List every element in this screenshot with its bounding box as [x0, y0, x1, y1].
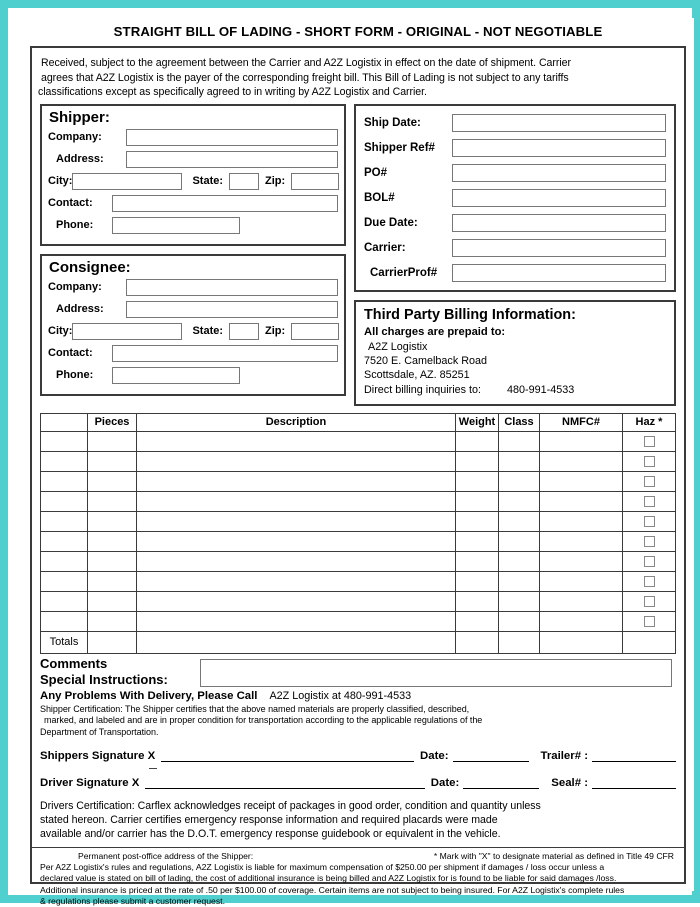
row-cell-description[interactable] [137, 531, 456, 551]
row-cell-weight[interactable] [456, 571, 499, 591]
prepaid-label: All charges are prepaid to: [364, 325, 506, 338]
drivers-cert-line-2: stated hereon. Carrier certifies emergency response information and required placards were made [40, 813, 498, 826]
row-cell-nmfc[interactable] [540, 511, 623, 531]
drivers-certification [40, 799, 676, 842]
row-cell-blank[interactable] [41, 511, 88, 531]
shipper-phone-label: Phone: [56, 219, 94, 232]
row-cell-description[interactable] [137, 591, 456, 611]
fine-print-line-1: Per A2Z Logistix's rules and regulations, A2Z Logistix is liable for maximum compensation of $250.00 per shipment if damages / loss occur unless a [40, 861, 605, 872]
delivery-problems-row [40, 690, 676, 702]
row-cell-pieces[interactable] [88, 611, 137, 631]
consignee-heading: Consignee: [49, 258, 131, 276]
intro-paragraph [38, 56, 674, 100]
consignee-zip-label: Zip: [265, 325, 286, 338]
carrier-prof-label: CarrierProf# [370, 266, 438, 279]
due-date-row [364, 212, 666, 234]
row-cell-pieces[interactable] [88, 591, 137, 611]
billing-inquiries-label: Direct billing inquiries to: [364, 383, 482, 396]
row-cell-blank[interactable] [41, 551, 88, 571]
consignee-phone-row [48, 366, 338, 385]
bol-number-input[interactable] [452, 189, 666, 207]
shipper-address-row [48, 150, 338, 169]
due-date-input[interactable] [452, 214, 666, 232]
shipper-cert-line-3: Department of Transportation. [40, 726, 159, 737]
ship-date-label: Ship Date: [364, 116, 421, 129]
shipper-state-label: State: [192, 175, 224, 188]
consignee-zip-input[interactable] [291, 323, 339, 340]
row-cell-haz[interactable] [623, 611, 676, 631]
row-cell-haz[interactable] [623, 591, 676, 611]
footer-divider [32, 847, 684, 848]
totals-weight[interactable] [456, 631, 499, 653]
consignee-contact-input[interactable] [112, 345, 338, 362]
shipper-heading: Shipper: [49, 108, 110, 126]
consignee-state-input[interactable] [229, 323, 259, 340]
consignee-box [40, 254, 346, 396]
row-cell-weight[interactable] [456, 431, 499, 451]
haz-checkbox[interactable] [644, 556, 655, 567]
carrier-row [364, 237, 666, 259]
consignee-phone-input[interactable] [112, 367, 240, 384]
shipper-date-label: Date: [420, 749, 449, 762]
row-cell-class[interactable] [499, 591, 540, 611]
row-cell-weight[interactable] [456, 591, 499, 611]
goods-table [40, 413, 676, 654]
table-row [41, 611, 676, 631]
consignee-company-row [48, 278, 338, 297]
delivery-problems-label: Any Problems With Delivery, Please Call [40, 689, 258, 702]
row-cell-weight[interactable] [456, 511, 499, 531]
col-header-weight: Weight [456, 413, 499, 431]
consignee-company-label: Company: [48, 281, 102, 294]
shipper-company-row [48, 128, 338, 147]
bol-number-row [364, 187, 666, 209]
row-cell-weight[interactable] [456, 491, 499, 511]
row-cell-pieces[interactable] [88, 571, 137, 591]
table-row [41, 551, 676, 571]
page-title: STRAIGHT BILL OF LADING - SHORT FORM - ORIGINAL - NOT NEGOTIABLE [113, 24, 603, 39]
row-cell-weight[interactable] [456, 471, 499, 491]
third-party-heading: Third Party Billing Information: [364, 306, 576, 323]
table-row [41, 471, 676, 491]
shipper-box [40, 104, 346, 246]
row-cell-class[interactable] [499, 611, 540, 631]
row-cell-description[interactable] [137, 491, 456, 511]
row-cell-pieces[interactable] [88, 551, 137, 571]
driver-signature-label: Driver Signature X [40, 776, 140, 789]
shipper-zip-label: Zip: [265, 175, 286, 188]
consignee-address-row [48, 300, 338, 319]
row-cell-blank[interactable] [41, 491, 88, 511]
ship-date-input[interactable] [452, 114, 666, 132]
consignee-city-input[interactable] [72, 323, 182, 340]
row-cell-pieces[interactable] [88, 451, 137, 471]
haz-mark-note: * Mark with "X" to designate material as defined in Title 49 CFR [433, 850, 674, 861]
row-cell-description[interactable] [137, 471, 456, 491]
fine-print-line-3: Additional insurance is priced at the rate of .50 per $100.00 of coverage. Certain items are not subject to being insured. For A2Z Logistix's complete rules [40, 884, 625, 895]
po-number-input[interactable] [452, 164, 666, 182]
row-cell-haz[interactable] [623, 431, 676, 451]
haz-checkbox[interactable] [644, 596, 655, 607]
due-date-label: Due Date: [364, 216, 418, 229]
comments-label-line-2: Special Instructions: [40, 671, 168, 687]
fine-print-line-2: declared value is stated on bill of lading, the cost of additional insurance is being billed and A2Z Logistix for is found to be liable for said damages /loss. [40, 873, 617, 884]
row-cell-nmfc[interactable] [540, 451, 623, 471]
row-cell-weight[interactable] [456, 611, 499, 631]
totals-row [41, 631, 676, 653]
fine-print-line-4: & regulations please submit a customer request. [40, 896, 225, 906]
shipper-ref-label: Shipper Ref# [364, 141, 435, 154]
row-cell-blank[interactable] [41, 531, 88, 551]
shipper-contact-row [48, 194, 338, 213]
billing-street: 7520 E. Camelback Road [364, 354, 488, 367]
haz-checkbox[interactable] [644, 476, 655, 487]
shipper-address-input[interactable] [126, 151, 338, 168]
totals-haz [623, 631, 676, 653]
table-row [41, 591, 676, 611]
shipper-ref-input[interactable] [452, 139, 666, 157]
row-cell-pieces[interactable] [88, 511, 137, 531]
trailer-label: Trailer# : [540, 749, 588, 762]
consignee-address-label: Address: [56, 303, 104, 316]
document-body [30, 46, 686, 906]
col-header-pieces: Pieces [88, 413, 137, 431]
table-row [41, 431, 676, 451]
consignee-contact-row [48, 344, 338, 363]
driver-date-label: Date: [430, 776, 460, 789]
row-cell-description[interactable] [137, 571, 456, 591]
intro-line-1: Received, subject to the agreement between the Carrier and A2Z Logistix in effect on the date of shipment. Carrier [41, 57, 571, 69]
haz-checkbox[interactable] [644, 456, 655, 467]
row-cell-weight[interactable] [456, 551, 499, 571]
shipper-contact-label: Contact: [48, 197, 93, 210]
ship-date-row [364, 112, 666, 134]
row-cell-pieces[interactable] [88, 431, 137, 451]
row-cell-class[interactable] [499, 571, 540, 591]
haz-checkbox[interactable] [644, 436, 655, 447]
haz-checkbox[interactable] [644, 616, 655, 627]
shipper-company-label: Company: [48, 131, 102, 144]
haz-checkbox[interactable] [644, 576, 655, 587]
intro-line-3: classifications except as specifically agreed to in writing by A2Z Logistix and Carrier. [38, 86, 427, 99]
row-cell-description[interactable] [137, 511, 456, 531]
shipper-city-state-zip-row [48, 172, 338, 191]
table-row [41, 531, 676, 551]
row-cell-blank[interactable] [41, 471, 88, 491]
post-office-address-label: Permanent post-office address of the Shipper: [78, 850, 254, 861]
goods-table-body [41, 431, 676, 631]
totals-pieces[interactable] [88, 631, 137, 653]
consignee-company-input[interactable] [126, 279, 338, 296]
shipper-city-input[interactable] [72, 173, 182, 190]
parties-columns [40, 104, 676, 406]
col-header-haz: Haz * [623, 413, 676, 431]
row-cell-haz[interactable] [623, 551, 676, 571]
shipment-details-box [354, 104, 676, 292]
billing-company: A2Z Logistix [368, 340, 428, 353]
totals-description[interactable] [137, 631, 456, 653]
row-cell-nmfc[interactable] [540, 591, 623, 611]
carrier-prof-row [364, 262, 666, 284]
row-cell-pieces[interactable] [88, 531, 137, 551]
row-cell-blank[interactable] [41, 591, 88, 611]
drivers-cert-line-1: Drivers Certification: Carflex acknowledges receipt of packages in good order, condition and quantity unless [40, 799, 541, 812]
driver-signature-input[interactable] [145, 775, 424, 789]
comments-input[interactable] [200, 659, 672, 687]
row-cell-description[interactable] [137, 551, 456, 571]
row-cell-class[interactable] [499, 451, 540, 471]
billing-inquiries-row [364, 382, 666, 398]
row-cell-nmfc[interactable] [540, 431, 623, 451]
shipper-cert-line-1: Shipper Certification: The Shipper certifies that the above named materials are properly classified, described, [40, 703, 470, 714]
shipper-city-label: City: [48, 175, 73, 188]
shipper-phone-input[interactable] [112, 217, 240, 234]
shipper-zip-input[interactable] [291, 173, 339, 190]
shipper-signature-label: Shippers Signature X [40, 749, 156, 762]
consignee-city-state-zip-row [48, 322, 338, 341]
row-cell-class[interactable] [499, 531, 540, 551]
bol-number-label: BOL# [364, 191, 395, 204]
row-cell-nmfc[interactable] [540, 611, 623, 631]
shipper-date-input[interactable] [453, 748, 529, 762]
row-cell-blank[interactable] [41, 571, 88, 591]
col-header-description: Description [137, 413, 456, 431]
row-cell-class[interactable] [499, 471, 540, 491]
haz-checkbox[interactable] [644, 496, 655, 507]
row-cell-description[interactable] [137, 451, 456, 471]
seal-label: Seal# : [551, 776, 588, 789]
col-header-class: Class [499, 413, 540, 431]
drivers-cert-line-3: available and/or carrier has the D.O.T. emergency response guidebook or equivalent in the vehicle. [40, 828, 501, 841]
row-cell-blank[interactable] [41, 611, 88, 631]
carrier-input[interactable] [452, 239, 666, 257]
totals-label: Totals [41, 631, 88, 653]
row-cell-pieces[interactable] [88, 471, 137, 491]
shipper-signature-row [40, 748, 676, 762]
table-row [41, 571, 676, 591]
row-cell-weight[interactable] [456, 451, 499, 471]
po-number-row [364, 162, 666, 184]
row-cell-haz[interactable] [623, 451, 676, 471]
consignee-city-label: City: [48, 325, 73, 338]
totals-class[interactable] [499, 631, 540, 653]
haz-checkbox[interactable] [644, 536, 655, 547]
footer-notes-row [40, 851, 676, 861]
haz-checkbox[interactable] [644, 516, 655, 527]
shipper-signature-input[interactable] [161, 748, 414, 762]
row-cell-nmfc[interactable] [540, 471, 623, 491]
consignee-address-input[interactable] [126, 301, 338, 318]
row-cell-haz[interactable] [623, 511, 676, 531]
table-row [41, 451, 676, 471]
comments-label [40, 656, 200, 688]
table-row [41, 511, 676, 531]
table-header-row [41, 413, 676, 431]
row-cell-haz[interactable] [623, 471, 676, 491]
row-cell-nmfc[interactable] [540, 531, 623, 551]
col-header-blank [41, 413, 88, 431]
comments-section [40, 656, 676, 688]
shipper-address-label: Address: [56, 153, 104, 166]
billing-inquiries-phone: 480-991-4533 [507, 383, 575, 396]
shipper-certification [40, 704, 676, 739]
row-cell-haz[interactable] [623, 491, 676, 511]
seal-input[interactable] [592, 775, 676, 789]
row-cell-nmfc[interactable] [540, 571, 623, 591]
right-column [354, 104, 676, 406]
row-cell-class[interactable] [499, 431, 540, 451]
shipper-ref-row [364, 137, 666, 159]
row-cell-class[interactable] [499, 511, 540, 531]
row-cell-class[interactable] [499, 491, 540, 511]
driver-date-input[interactable] [463, 775, 539, 789]
row-cell-nmfc[interactable] [540, 551, 623, 571]
po-number-label: PO# [364, 166, 388, 179]
table-row [41, 491, 676, 511]
footer-fine-print [40, 862, 676, 907]
row-cell-haz[interactable] [623, 571, 676, 591]
left-column [40, 104, 346, 396]
billing-city-state-zip: Scottsdale, AZ. 85251 [364, 368, 470, 381]
carrier-label: Carrier: [364, 241, 406, 254]
document-page [22, 18, 694, 906]
row-cell-description[interactable] [137, 431, 456, 451]
shipper-phone-row [48, 216, 338, 235]
row-cell-haz[interactable] [623, 531, 676, 551]
consignee-phone-label: Phone: [56, 369, 94, 382]
row-cell-blank[interactable] [41, 451, 88, 471]
row-cell-pieces[interactable] [88, 491, 137, 511]
shipper-state-input[interactable] [229, 173, 259, 190]
row-cell-class[interactable] [499, 551, 540, 571]
shipper-cert-line-2: marked, and labeled and are in proper condition for transportation according to the applicable regulations of the [44, 715, 483, 726]
consignee-contact-label: Contact: [48, 347, 93, 360]
row-cell-blank[interactable] [41, 431, 88, 451]
consignee-state-label: State: [192, 325, 224, 338]
col-header-nmfc: NMFC# [540, 413, 623, 431]
row-cell-nmfc[interactable] [540, 491, 623, 511]
row-cell-description[interactable] [137, 611, 456, 631]
totals-nmfc[interactable] [540, 631, 623, 653]
comments-label-line-1: Comments [40, 655, 108, 671]
shipper-company-input[interactable] [126, 129, 338, 146]
row-cell-weight[interactable] [456, 531, 499, 551]
driver-signature-row [40, 775, 676, 789]
third-party-billing-box [354, 300, 676, 406]
shipper-contact-input[interactable] [112, 195, 338, 212]
carrier-prof-input[interactable] [452, 264, 666, 282]
delivery-problems-value: A2Z Logistix at 480-991-4533 [269, 689, 412, 702]
intro-line-2: agrees that A2Z Logistix is the payer of the corresponding freight bill. This Bill of Lading is not subject to any tariffs [41, 71, 569, 84]
trailer-input[interactable] [592, 748, 676, 762]
